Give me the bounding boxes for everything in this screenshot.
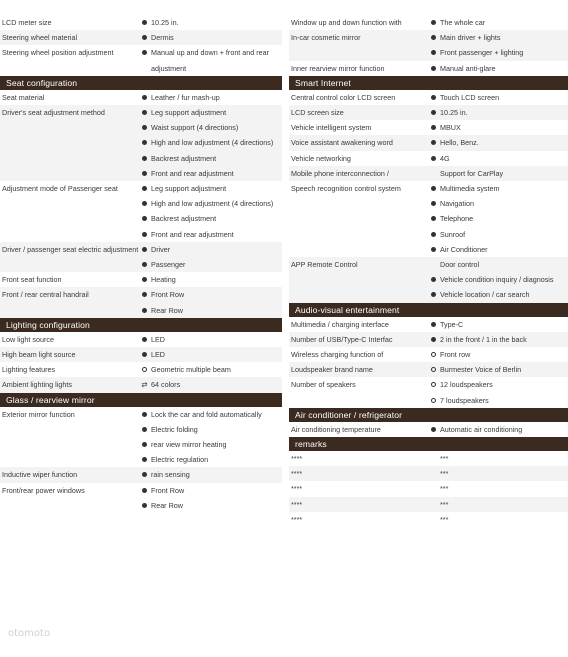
spec-value-text: Electric regulation xyxy=(151,455,209,465)
spec-values xyxy=(140,105,282,181)
spec-value-text: Manual up and down + front and rear adjustment xyxy=(151,48,270,73)
spec-value-text: rain sensing xyxy=(151,470,190,480)
standard-dot-icon xyxy=(140,467,149,482)
spec-value xyxy=(429,332,568,347)
spec-value-text: MBUX xyxy=(440,123,461,133)
spec-row xyxy=(289,466,568,481)
spec-label: Front seat function xyxy=(2,275,62,285)
spec-label: Number of USB/Type-C Interfac xyxy=(291,334,393,344)
spec-row xyxy=(0,181,282,242)
section-header: Smart Internet xyxy=(289,76,568,90)
spec-value-text: Waist support (4 directions) xyxy=(151,123,239,133)
spec-value-text: Driver xyxy=(151,244,171,254)
spec-value-text: Manual anti-glare xyxy=(440,63,496,73)
spec-value xyxy=(140,257,282,272)
section-header: Glass / rearview mirror xyxy=(0,393,282,407)
spec-value-text: LED xyxy=(151,334,165,344)
spec-row xyxy=(0,362,282,377)
spec-value xyxy=(140,362,282,377)
spec-value-text: Geometric multiple beam xyxy=(151,365,231,375)
spec-value xyxy=(429,61,568,76)
spec-label: LCD meter size xyxy=(2,18,52,27)
spec-value xyxy=(429,15,568,30)
spec-values xyxy=(140,181,282,242)
spec-values xyxy=(429,451,568,466)
standard-dot-icon xyxy=(429,105,438,120)
spec-label: Loudspeaker brand name xyxy=(291,365,373,375)
spec-row xyxy=(0,347,282,362)
optional-circle-icon xyxy=(140,362,149,377)
spec-value xyxy=(429,211,568,226)
standard-dot-icon xyxy=(429,242,438,257)
spec-label: **** xyxy=(291,499,303,509)
spec-row xyxy=(289,90,568,105)
spec-value xyxy=(429,287,568,302)
standard-dot-icon xyxy=(429,120,438,135)
spec-row xyxy=(289,422,568,437)
spec-row xyxy=(289,451,568,466)
spec-value-text: Type-C xyxy=(440,319,464,329)
standard-dot-icon xyxy=(429,151,438,166)
spec-label: APP Remote Control xyxy=(291,260,358,270)
spec-value xyxy=(429,120,568,135)
spec-value-text: Main driver + lights xyxy=(440,33,501,43)
spec-value-text: rear view mirror heating xyxy=(151,440,227,450)
spec-row xyxy=(0,30,282,45)
standard-dot-icon xyxy=(140,211,149,226)
spec-value xyxy=(429,317,568,332)
standard-dot-icon xyxy=(140,196,149,211)
spec-value-text: 12 loudspeakers xyxy=(440,380,493,390)
standard-dot-icon xyxy=(140,120,149,135)
spec-value-text: Front row xyxy=(440,350,471,360)
section-header: Lighting configuration xyxy=(0,318,282,332)
spec-value xyxy=(429,481,568,496)
spec-label: Front/rear power windows xyxy=(2,485,85,495)
spec-value-text: Electric folding xyxy=(151,424,198,434)
spec-value xyxy=(140,377,282,392)
spec-values xyxy=(429,61,568,76)
standard-dot-icon xyxy=(140,181,149,196)
spec-values xyxy=(429,120,568,135)
spec-row xyxy=(289,105,568,120)
spec-label: **** xyxy=(291,484,303,494)
spec-values xyxy=(140,45,282,75)
spec-row xyxy=(0,45,282,75)
spec-value-text: 7 loudspeakers xyxy=(440,395,489,405)
spec-value-text: LED xyxy=(151,350,165,360)
standard-dot-icon xyxy=(140,483,149,498)
spec-value xyxy=(429,466,568,481)
standard-dot-icon xyxy=(429,332,438,347)
spec-value xyxy=(429,497,568,512)
spec-value xyxy=(429,181,568,196)
spec-value-text: *** xyxy=(440,454,449,464)
optional-circle-icon xyxy=(429,362,438,377)
spec-label: Ambient lighting lights xyxy=(2,380,72,390)
standard-dot-icon xyxy=(140,437,149,452)
spec-value xyxy=(140,90,282,105)
spec-row xyxy=(289,120,568,135)
standard-dot-icon xyxy=(140,151,149,166)
spec-value xyxy=(429,451,568,466)
spec-value-text: Rear Row xyxy=(151,305,183,315)
standard-dot-icon xyxy=(429,287,438,302)
spec-label: Driver / passenger seat electric adjustment xyxy=(2,244,139,254)
spec-value xyxy=(429,45,568,60)
standard-dot-icon xyxy=(140,90,149,105)
spec-value xyxy=(429,377,568,392)
standard-dot-icon xyxy=(429,15,438,30)
spec-label: Number of speakers xyxy=(291,380,356,390)
spec-row xyxy=(289,166,568,181)
spec-row xyxy=(289,15,568,30)
spec-value xyxy=(429,166,568,181)
spec-value xyxy=(140,452,282,467)
spec-value-text: The whole car xyxy=(440,18,486,27)
standard-dot-icon xyxy=(140,30,149,45)
spec-value-text: High and low adjustment (4 directions) xyxy=(151,138,274,148)
spec-row xyxy=(0,105,282,181)
spec-values xyxy=(429,422,568,437)
spec-values xyxy=(429,512,568,527)
spec-value xyxy=(429,151,568,166)
spec-value xyxy=(140,303,282,318)
standard-dot-icon xyxy=(429,90,438,105)
spec-row xyxy=(289,377,568,407)
spec-values xyxy=(140,483,282,513)
spec-value xyxy=(140,467,282,482)
spec-row xyxy=(0,407,282,468)
spec-values xyxy=(140,287,282,317)
spec-value xyxy=(140,181,282,196)
spec-value-text: Front passenger + lighting xyxy=(440,48,524,58)
spec-values xyxy=(429,347,568,362)
standard-dot-icon xyxy=(429,227,438,242)
spec-label: Vehicle networking xyxy=(291,153,351,163)
spec-label: **** xyxy=(291,469,303,479)
spec-value xyxy=(140,211,282,226)
spec-value-text: Leg support adjustment xyxy=(151,108,227,118)
spec-values xyxy=(429,166,568,181)
standard-dot-icon xyxy=(140,332,149,347)
spec-value-text: Front and rear adjustment xyxy=(151,168,234,178)
spec-label: LCD screen size xyxy=(291,108,344,118)
spec-values xyxy=(429,90,568,105)
standard-dot-icon xyxy=(429,30,438,45)
spec-label: **** xyxy=(291,454,303,464)
spec-label: Multimedia / charging interface xyxy=(291,319,389,329)
spec-values xyxy=(140,90,282,105)
spec-value-text: 10.25 in. xyxy=(151,18,179,27)
spec-value-text: Front and rear adjustment xyxy=(151,229,234,239)
spec-value-text: Navigation xyxy=(440,199,474,209)
spec-label: Wireless charging function of xyxy=(291,350,384,360)
spec-value-text: Vehicle condition inquiry / diagnosis xyxy=(440,275,554,285)
spec-value-text: Sunroof xyxy=(440,229,466,239)
spec-value xyxy=(140,287,282,302)
spec-label: Vehicle intelligent system xyxy=(291,123,372,133)
spec-value-text: Vehicle location / car search xyxy=(440,290,530,300)
spec-value xyxy=(429,242,568,257)
standard-dot-icon xyxy=(140,257,149,272)
spec-label: Seat material xyxy=(2,92,45,102)
spec-value xyxy=(429,347,568,362)
spec-row xyxy=(0,483,282,513)
spec-value-text: Backrest adjustment xyxy=(151,214,217,224)
spec-value-text: Multimedia system xyxy=(440,184,500,194)
spec-values xyxy=(429,257,568,303)
spec-values xyxy=(140,30,282,45)
optional-circle-icon xyxy=(429,347,438,362)
left-spec-column xyxy=(0,15,282,513)
spec-value xyxy=(429,422,568,437)
spec-value-text: 4G xyxy=(440,153,450,163)
spec-value xyxy=(429,105,568,120)
watermark: otomoto xyxy=(8,628,51,639)
spec-row xyxy=(0,332,282,347)
spec-value-text: Lock the car and fold automatically xyxy=(151,409,262,419)
standard-dot-icon xyxy=(140,105,149,120)
spec-value-text: 10.25 in. xyxy=(440,108,468,118)
spec-value xyxy=(429,257,568,272)
spec-label: Front / rear central handrail xyxy=(2,290,89,300)
spec-value-text: Door control xyxy=(440,260,480,270)
standard-dot-icon xyxy=(429,211,438,226)
spec-value xyxy=(140,407,282,422)
spec-values xyxy=(140,362,282,377)
standard-dot-icon xyxy=(429,317,438,332)
optional-circle-icon xyxy=(429,377,438,392)
spec-values xyxy=(429,481,568,496)
standard-dot-icon xyxy=(429,135,438,150)
spec-label: High beam light source xyxy=(2,350,76,360)
spec-label: Adjustment mode of Passenger seat xyxy=(2,184,118,194)
spec-value-text: Front Row xyxy=(151,290,185,300)
spec-row xyxy=(289,362,568,377)
spec-value xyxy=(140,272,282,287)
standard-dot-icon xyxy=(429,45,438,60)
spec-values xyxy=(429,105,568,120)
spec-value xyxy=(140,347,282,362)
spec-value xyxy=(140,332,282,347)
spec-label: Window up and down function with xyxy=(291,18,402,27)
spec-values xyxy=(140,467,282,482)
spec-value xyxy=(429,362,568,377)
spec-row xyxy=(289,257,568,303)
spec-values xyxy=(429,181,568,257)
spec-value-text: Heating xyxy=(151,275,176,285)
spec-row xyxy=(289,347,568,362)
spec-value xyxy=(140,30,282,45)
section-header: Seat configuration xyxy=(0,76,282,90)
spec-values xyxy=(429,30,568,60)
spec-values xyxy=(140,332,282,347)
section-header: Audio-visual entertainment xyxy=(289,303,568,317)
spec-values xyxy=(429,497,568,512)
spec-value xyxy=(429,512,568,527)
spec-value-text: Automatic air conditioning xyxy=(440,424,523,434)
spec-value xyxy=(140,483,282,498)
spec-value xyxy=(140,498,282,513)
spec-label: In-car cosmetic mirror xyxy=(291,33,361,43)
spec-value-text: 2 in the front / 1 in the back xyxy=(440,334,527,344)
spec-values xyxy=(429,466,568,481)
spec-values xyxy=(140,242,282,272)
spec-value-text: Rear Row xyxy=(151,500,183,510)
spec-value xyxy=(140,242,282,257)
spec-row xyxy=(289,61,568,76)
standard-dot-icon xyxy=(140,272,149,287)
spec-value-text: 64 colors xyxy=(151,380,181,390)
spec-value xyxy=(429,196,568,211)
spec-value-text: High and low adjustment (4 directions) xyxy=(151,199,274,209)
spec-value-text: Dermis xyxy=(151,33,174,43)
spec-values xyxy=(429,135,568,150)
spec-value xyxy=(140,135,282,150)
spec-value xyxy=(140,15,282,30)
spec-row xyxy=(0,467,282,482)
standard-dot-icon xyxy=(140,15,149,30)
spec-value xyxy=(140,437,282,452)
standard-dot-icon xyxy=(140,452,149,467)
optional-circle-icon xyxy=(429,393,438,408)
spec-value xyxy=(140,120,282,135)
right-spec-column xyxy=(289,15,568,527)
spec-value xyxy=(429,135,568,150)
spec-row xyxy=(289,151,568,166)
spec-values xyxy=(429,362,568,377)
spec-values xyxy=(140,15,282,30)
standard-dot-icon xyxy=(140,347,149,362)
spec-value xyxy=(429,90,568,105)
standard-dot-icon xyxy=(429,272,438,287)
spec-value xyxy=(429,393,568,408)
spec-value-text: Telephone xyxy=(440,214,474,224)
spec-row xyxy=(289,497,568,512)
spec-label: Central control color LCD screen xyxy=(291,92,396,102)
spec-value xyxy=(429,227,568,242)
spec-value-text: Support for CarPlay xyxy=(440,168,504,178)
spec-row xyxy=(0,90,282,105)
spec-row xyxy=(289,181,568,257)
standard-dot-icon xyxy=(429,196,438,211)
standard-dot-icon xyxy=(140,407,149,422)
spec-row xyxy=(289,481,568,496)
spec-row xyxy=(289,30,568,60)
spec-label: Low light source xyxy=(2,334,54,344)
spec-value-text: *** xyxy=(440,499,449,509)
standard-dot-icon xyxy=(140,242,149,257)
standard-dot-icon xyxy=(140,422,149,437)
spec-row xyxy=(289,317,568,332)
spec-row xyxy=(289,135,568,150)
spec-value xyxy=(140,422,282,437)
option-symbol-icon: ⇄ xyxy=(141,380,148,390)
spec-value xyxy=(140,151,282,166)
spec-label: Mobile phone interconnection / xyxy=(291,168,389,178)
spec-value-text: Backrest adjustment xyxy=(151,153,217,163)
spec-value xyxy=(140,196,282,211)
spec-values xyxy=(429,15,568,30)
section-header: Air conditioner / refrigerator xyxy=(289,408,568,422)
spec-row xyxy=(289,332,568,347)
standard-dot-icon xyxy=(140,227,149,242)
spec-values xyxy=(140,347,282,362)
spec-values xyxy=(140,377,282,392)
spec-value-text: Hello, Benz. xyxy=(440,138,479,148)
spec-value xyxy=(429,272,568,287)
standard-dot-icon xyxy=(429,422,438,437)
spec-label: Inductive wiper function xyxy=(2,470,78,480)
spec-value-text: *** xyxy=(440,484,449,494)
spec-value-text: Passenger xyxy=(151,260,186,270)
spec-values xyxy=(140,272,282,287)
spec-value xyxy=(140,227,282,242)
spec-row xyxy=(0,287,282,317)
spec-value xyxy=(140,105,282,120)
spec-value xyxy=(429,30,568,45)
spec-label: Driver's seat adjustment method xyxy=(2,108,105,118)
spec-values xyxy=(429,151,568,166)
standard-dot-icon xyxy=(429,181,438,196)
section-header: remarks xyxy=(289,437,568,451)
standard-dot-icon xyxy=(140,45,149,60)
spec-label: Speech recognition control system xyxy=(291,184,401,194)
spec-label: Exterior mirror function xyxy=(2,409,75,419)
standard-dot-icon xyxy=(429,61,438,76)
spec-value-text: *** xyxy=(440,514,449,524)
spec-value-text: Burmester Voice of Berlin xyxy=(440,365,522,375)
spec-label: Steering wheel material xyxy=(2,33,78,43)
spec-value-text: Air Conditioner xyxy=(440,244,488,254)
spec-value xyxy=(140,166,282,181)
spec-value-text: *** xyxy=(440,469,449,479)
spec-row xyxy=(0,272,282,287)
spec-values xyxy=(429,317,568,332)
spec-values xyxy=(429,377,568,407)
spec-label: Steering wheel position adjustment xyxy=(2,48,114,58)
spec-values xyxy=(429,332,568,347)
spec-row xyxy=(289,512,568,527)
spec-value-text: Front Row xyxy=(151,485,185,495)
spec-value-text: Leg support adjustment xyxy=(151,184,227,194)
spec-label: Inner rearview mirror function xyxy=(291,63,385,73)
spec-label: Voice assistant awakening word xyxy=(291,138,393,148)
spec-value-text: Touch LCD screen xyxy=(440,92,500,102)
standard-dot-icon xyxy=(140,135,149,150)
spec-label: Lighting features xyxy=(2,365,56,375)
spec-row xyxy=(0,15,282,30)
standard-dot-icon xyxy=(140,166,149,181)
spec-value-text: Leather / fur mash-up xyxy=(151,92,220,102)
standard-dot-icon xyxy=(140,498,149,513)
standard-dot-icon xyxy=(140,303,149,318)
spec-values xyxy=(140,407,282,468)
spec-row xyxy=(0,377,282,392)
standard-dot-icon xyxy=(140,287,149,302)
spec-label: Air conditioning temperature xyxy=(291,424,381,434)
spec-value xyxy=(140,45,282,75)
spec-row xyxy=(0,242,282,272)
spec-label: **** xyxy=(291,514,303,524)
